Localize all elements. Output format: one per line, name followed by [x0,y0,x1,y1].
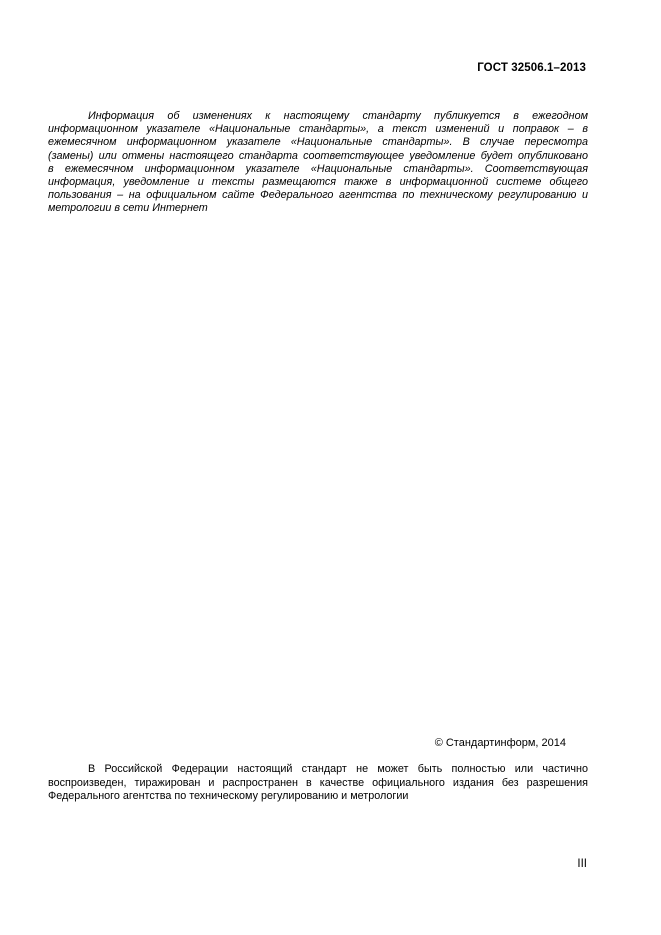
info-notice-line: метрологии в сети Интернет [48,202,208,215]
copyright-text: Стандартинформ, 2014 [445,737,566,749]
legal-notice-line: В Российской Федерации настоящий стандарт не может быть полностью или частично [88,763,588,775]
info-notice-line: ежемесячном информационном указателе «Национальные стандарты». В случае пересмотра [48,136,588,149]
info-notice-line: пользования – на официальном сайте Федерального агентства по техническому регулированию и [48,189,588,202]
legal-notice-line: Федерального агентства по техническому регулированию и метрологии [48,790,409,803]
info-notice-line: информация, уведомление и тексты размещаются также в информационной системе общего [48,176,588,189]
copyright-symbol: © [434,737,443,749]
info-notice-line: (замены) или отмены настоящего стандарта соответствующее уведомление будет опубликовано [48,149,588,162]
legal-notice [48,763,588,804]
info-notice-line: в ежемесячном информационном указателе «Национальные стандарты». Соответствующая [48,162,588,175]
page-number: III [577,858,587,870]
legal-notice-line: воспроизведен, тиражирован и распространен в качестве официального издания без разрешения [48,776,588,789]
info-notice-line: информационном указателе «Национальные стандарты», а текст изменений и поправок – в [48,123,588,136]
info-notice-line: Информация об изменениях к настоящему стандарту публикуется в ежегодном [88,110,588,122]
standard-code: ГОСТ 32506.1–2013 [477,62,586,74]
info-notice [48,110,588,216]
copyright [435,737,566,749]
